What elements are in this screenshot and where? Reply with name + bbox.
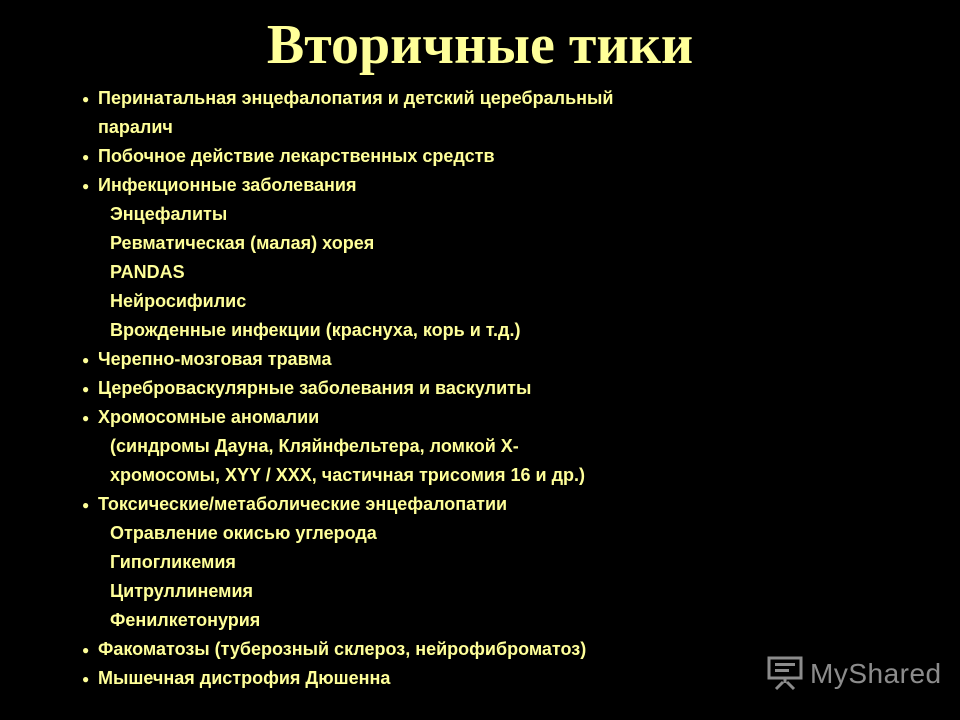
bullet-subitem xyxy=(82,577,942,606)
bullet-text: Перинатальная энцефалопатия и детский церебральный xyxy=(98,88,614,108)
bullet-subitem xyxy=(82,606,942,635)
bullet-dot-icon: ● xyxy=(82,498,90,512)
bullet-text: PANDAS xyxy=(110,262,185,282)
bullet-text: Отравление окисью углерода xyxy=(110,523,377,543)
bullet-subitem xyxy=(82,113,942,142)
bullet-text: Гипогликемия xyxy=(110,552,236,572)
bullet-text: Цитруллинемия xyxy=(110,581,254,601)
bullet-item xyxy=(82,490,942,519)
bullet-text: Мышечная дистрофия Дюшенна xyxy=(98,668,391,688)
bullet-dot-icon: ● xyxy=(82,179,90,193)
bullet-text: Токсические/метаболические энцефалопатии xyxy=(98,494,508,514)
bullet-item xyxy=(82,374,942,403)
bullet-text: Энцефалиты xyxy=(110,204,228,224)
bullet-text: Фенилкетонурия xyxy=(110,610,261,630)
bullet-subitem xyxy=(82,316,942,345)
bullet-text: Цереброваскулярные заболевания и васкулиты xyxy=(98,378,532,398)
bullet-item xyxy=(82,142,942,171)
bullet-dot-icon: ● xyxy=(82,382,90,396)
bullet-text: Хромосомные аномалии xyxy=(98,407,320,427)
bullet-subitem xyxy=(82,432,942,461)
bullet-text: Врожденные инфекции (краснуха, корь и т.д.) xyxy=(110,320,521,340)
bullet-subitem xyxy=(82,258,942,287)
bullet-dot-icon: ● xyxy=(82,672,90,686)
bullet-dot-icon: ● xyxy=(82,643,90,657)
bullet-text: Черепно-мозговая травма xyxy=(98,349,332,369)
bullet-dot-icon: ● xyxy=(82,353,90,367)
bullet-text: Побочное действие лекарственных средств xyxy=(98,146,495,166)
bullet-text: Нейросифилис xyxy=(110,291,247,311)
bullet-text: хромосомы, XYY / XXX, частичная трисомия 16 и др.) xyxy=(110,465,585,485)
bullet-item xyxy=(82,345,942,374)
bullet-text: Инфекционные заболевания xyxy=(98,175,357,195)
watermark-text: MyShared xyxy=(810,658,942,689)
bullet-subitem xyxy=(82,287,942,316)
bullet-item xyxy=(82,171,942,200)
watermark-logo xyxy=(766,654,942,694)
bullet-list xyxy=(82,84,942,693)
bullet-subitem xyxy=(82,548,942,577)
bullet-subitem xyxy=(82,461,942,490)
bullet-subitem xyxy=(82,519,942,548)
bullet-text: паралич xyxy=(98,117,173,137)
bullet-item xyxy=(82,84,942,113)
bullet-text: Факоматозы (туберозный склероз, нейрофиброматоз) xyxy=(98,639,587,659)
slide-title: Вторичные тики xyxy=(266,14,694,76)
presentation-board-icon xyxy=(766,653,804,696)
bullet-text: Ревматическая (малая) хорея xyxy=(110,233,375,253)
bullet-dot-icon: ● xyxy=(82,411,90,425)
bullet-subitem xyxy=(82,229,942,258)
bullet-text: (синдромы Дауна, Кляйнфельтера, ломкой Х- xyxy=(110,436,519,456)
bullet-item xyxy=(82,403,942,432)
bullet-subitem xyxy=(82,200,942,229)
bullet-dot-icon: ● xyxy=(82,92,90,106)
bullet-dot-icon: ● xyxy=(82,150,90,164)
